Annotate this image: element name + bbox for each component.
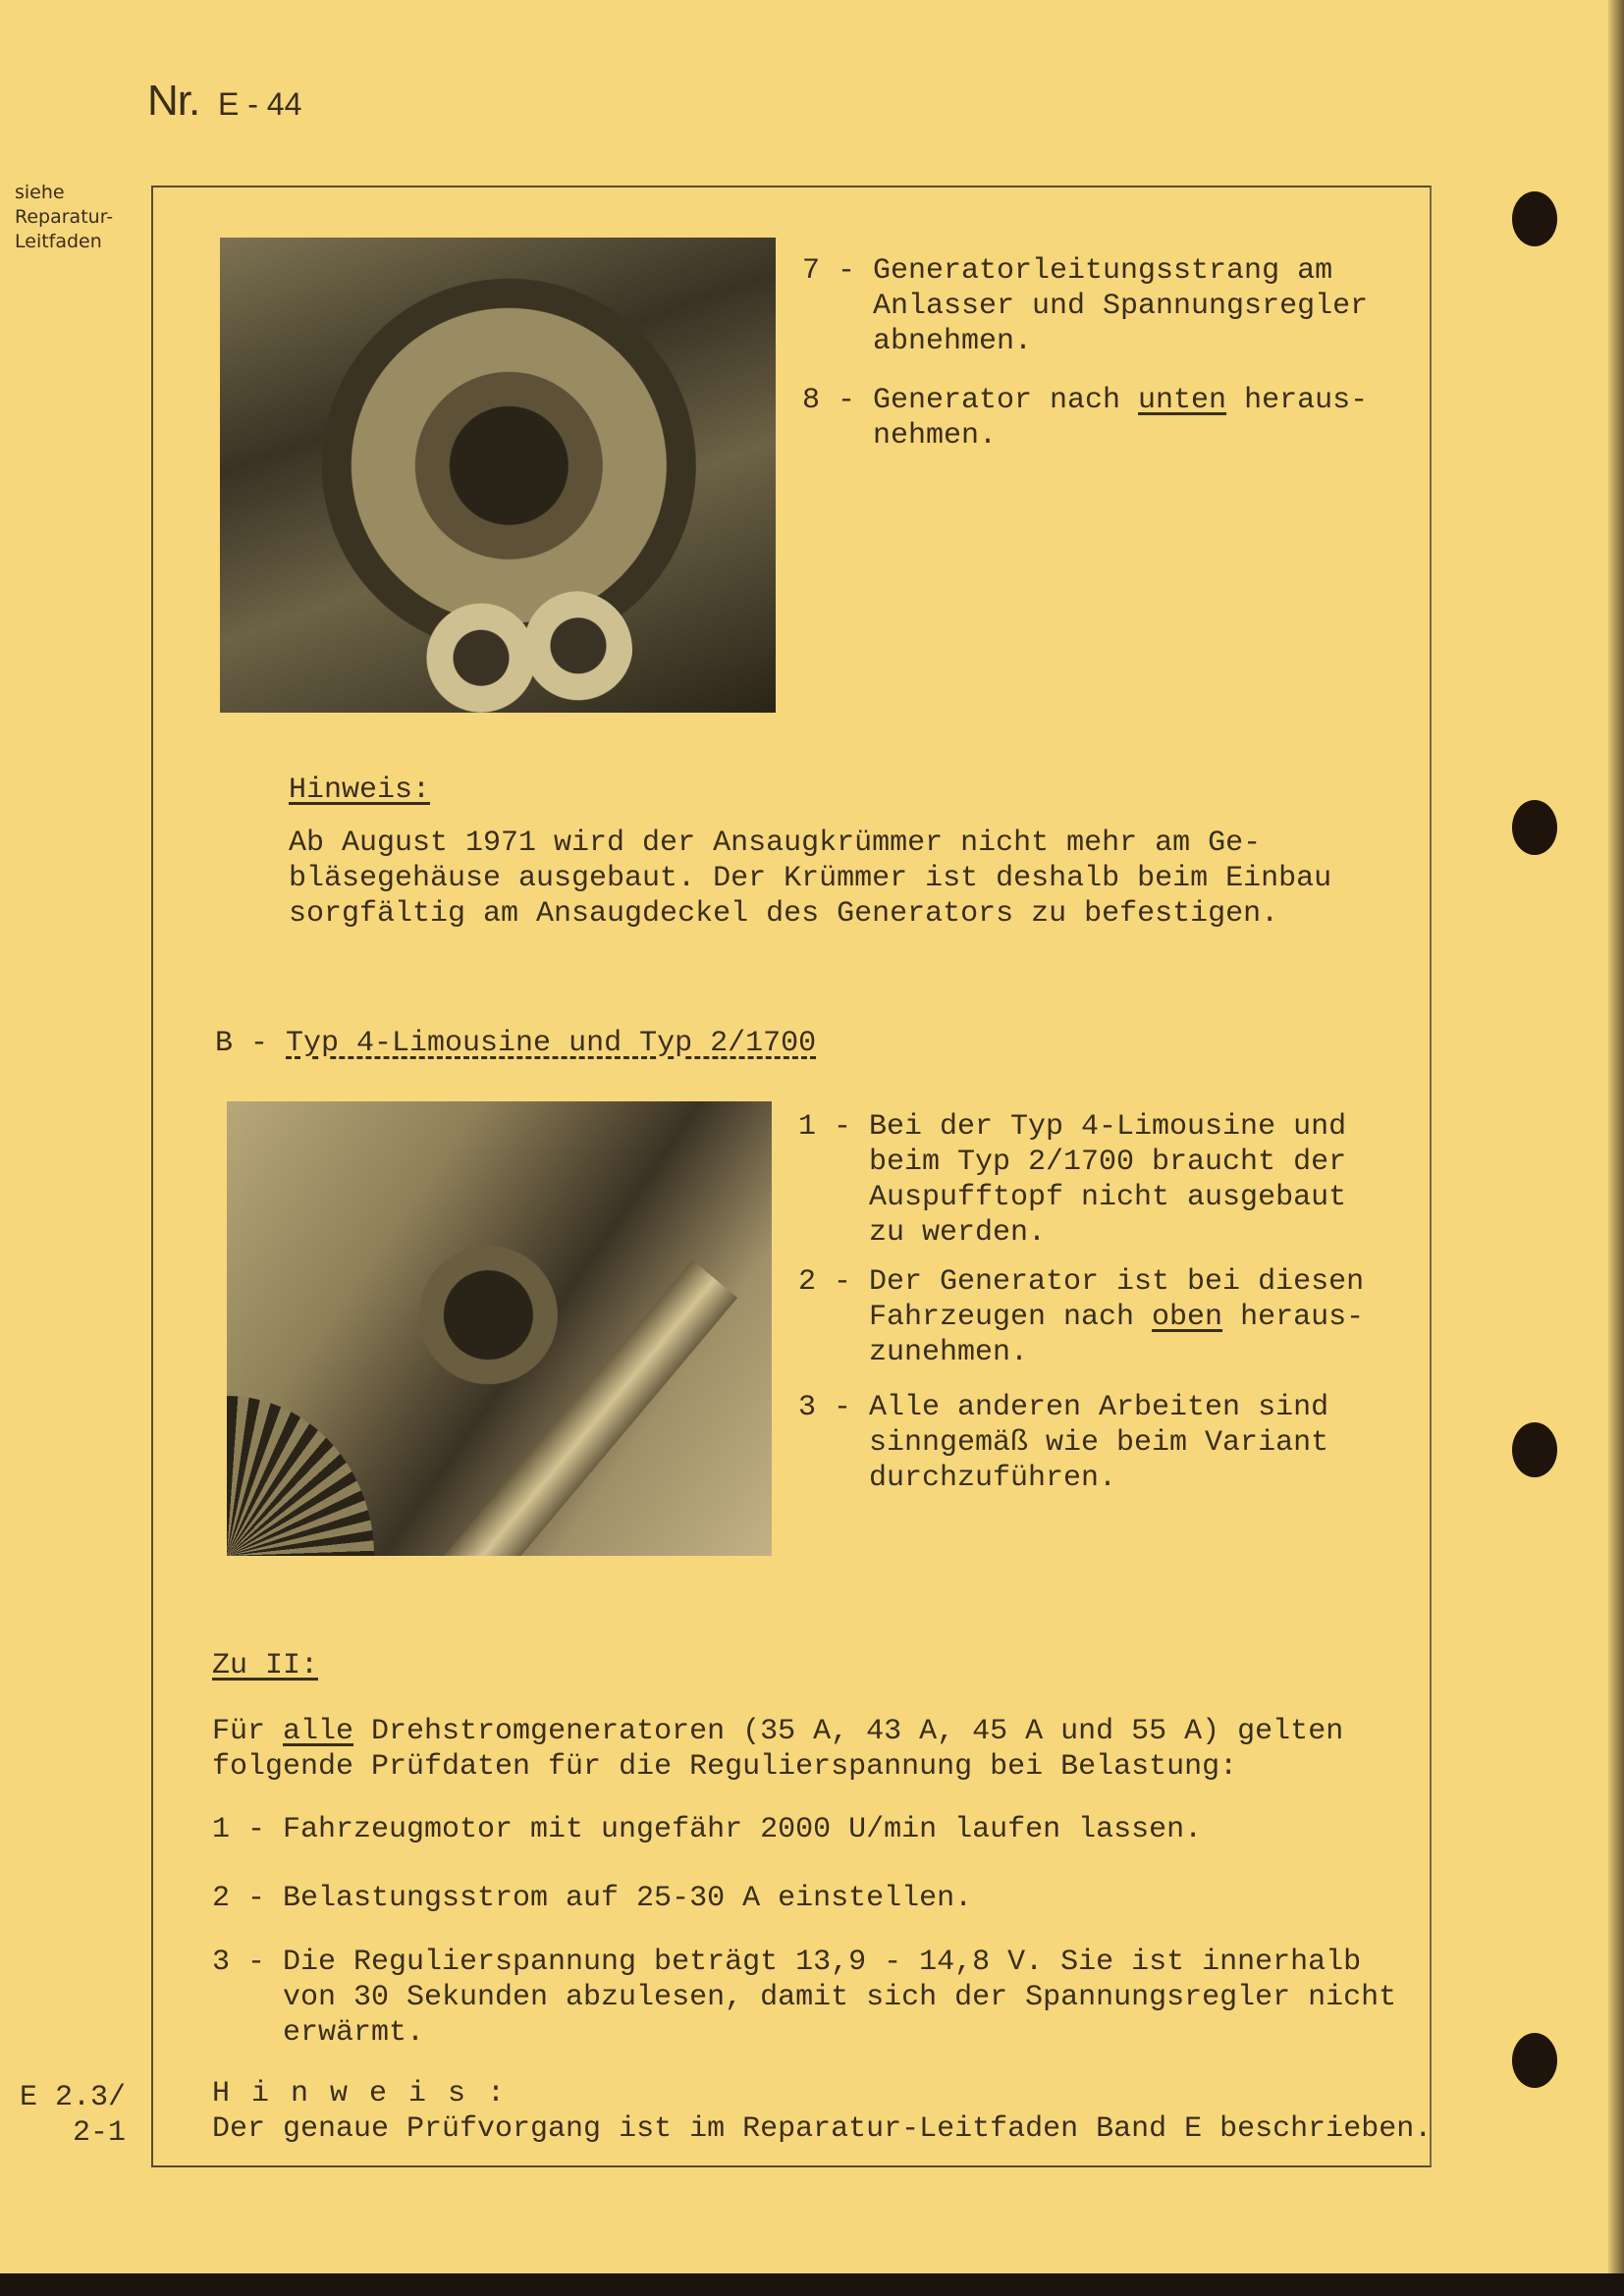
margin-note (15, 181, 113, 254)
step-number: 3 - (798, 1391, 852, 1424)
step-number: 1 - (212, 1813, 266, 1846)
step-list-a (802, 253, 1368, 454)
section-ii (212, 1648, 1432, 2147)
document-number-label: Nr. (147, 77, 200, 125)
scan-edge-right (1608, 0, 1624, 2296)
step-text: Die Regulierspannung beträgt 13,9 - 14,8 V. Sie ist innerhalb (283, 1946, 1362, 1979)
check-step-1 (212, 1812, 1432, 1847)
page-reference (8, 2080, 126, 2151)
step-text: erwärmt. (283, 2016, 425, 2050)
step-list-b (798, 1109, 1364, 1496)
scan-edge-bottom (0, 2273, 1624, 2296)
note-line: Ab August 1971 wird der Ansaugkrümmer nicht mehr am Ge- (289, 827, 1262, 860)
step-text: Generatorleitungsstrang am (873, 254, 1333, 288)
step-number: 8 - (802, 384, 856, 417)
step-text: Fahrzeugmotor mit ungefähr 2000 U/min laufen lassen. (283, 1813, 1203, 1846)
emphasis-alle: alle (283, 1715, 354, 1748)
step-number: 7 - (802, 254, 856, 288)
step-text: beim Typ 2/1700 braucht der (869, 1146, 1347, 1179)
step-text: zu werden. (869, 1216, 1047, 1250)
note-title: Hinweis: (289, 774, 431, 807)
document-number: E - 44 (218, 86, 302, 122)
section-b-heading (215, 1026, 816, 1061)
generator-photo-typ4 (227, 1101, 772, 1556)
punch-hole (1512, 800, 1557, 855)
generator-photo-variant (220, 238, 776, 713)
step-text: Auspufftopf nicht ausgebaut (869, 1181, 1347, 1214)
emphasis-oben: oben (1152, 1301, 1223, 1334)
margin-note-line: siehe (15, 182, 65, 203)
step-7 (802, 253, 1368, 359)
step-text: heraus- (1222, 1301, 1365, 1334)
step-text: zunehmen. (869, 1336, 1029, 1369)
punch-hole (1512, 1422, 1557, 1477)
note-title: Hinweis: (212, 2077, 527, 2110)
step-text: Fahrzeugen nach (869, 1301, 1153, 1334)
page-reference-line: 2-1 (72, 2116, 126, 2150)
step-text: Der Generator ist bei diesen (869, 1265, 1365, 1299)
step-3 (798, 1390, 1364, 1496)
check-step-2 (212, 1881, 1432, 1916)
step-text: Belastungsstrom auf 25-30 A einstellen. (283, 1882, 973, 1915)
step-text: heraus- (1226, 384, 1369, 417)
step-1 (798, 1109, 1364, 1251)
note-line: sorgfältig am Ansaugdeckel des Generators zu befestigen. (289, 897, 1279, 931)
note-a (289, 773, 1331, 932)
step-text: abnehmen. (873, 325, 1033, 358)
page-reference-line: E 2.3/ (19, 2081, 126, 2114)
step-text: Generator nach (873, 384, 1139, 417)
section-title: Zu II: (212, 1649, 319, 1682)
step-8 (802, 383, 1368, 454)
step-number: 2 - (212, 1882, 266, 1915)
emphasis-unten: unten (1138, 384, 1227, 417)
margin-note-line: Reparatur- (15, 206, 114, 228)
step-number: 2 - (798, 1265, 852, 1299)
intro-text: Drehstromgeneratoren (35 A, 43 A, 45 A und 55 A) gelten (353, 1715, 1344, 1748)
punch-hole (1512, 191, 1557, 246)
intro-text: Für (212, 1715, 284, 1748)
step-text: Bei der Typ 4-Limousine und (869, 1110, 1347, 1144)
section-title: Typ 4-Limousine und Typ 2/1700 (286, 1027, 817, 1060)
step-text: von 30 Sekunden abzulesen, damit sich der Spannungsregler nicht (283, 1981, 1397, 2014)
check-step-3 (212, 1945, 1432, 2051)
step-text: Alle anderen Arbeiten sind (869, 1391, 1329, 1424)
step-text: sinngemäß wie beim Variant (869, 1426, 1329, 1460)
margin-note-line: Leitfaden (15, 231, 102, 252)
step-2 (798, 1264, 1364, 1370)
note-text: Der genaue Prüfvorgang ist im Reparatur-Leitfaden Band E beschrieben. (212, 2112, 1433, 2146)
intro-text: folgende Prüfdaten für die Regulierspannung bei Belastung: (212, 1750, 1238, 1784)
step-number: 1 - (798, 1110, 852, 1144)
step-number: 3 - (212, 1946, 266, 1979)
step-text: durchzuführen. (869, 1462, 1117, 1495)
note-line: bläsegehäuse ausgebaut. Der Krümmer ist deshalb beim Einbau (289, 862, 1332, 895)
step-text: nehmen. (873, 419, 998, 453)
step-text: Anlasser und Spannungsregler (873, 290, 1369, 323)
punch-hole (1512, 2033, 1557, 2088)
section-prefix: B - (215, 1027, 287, 1060)
